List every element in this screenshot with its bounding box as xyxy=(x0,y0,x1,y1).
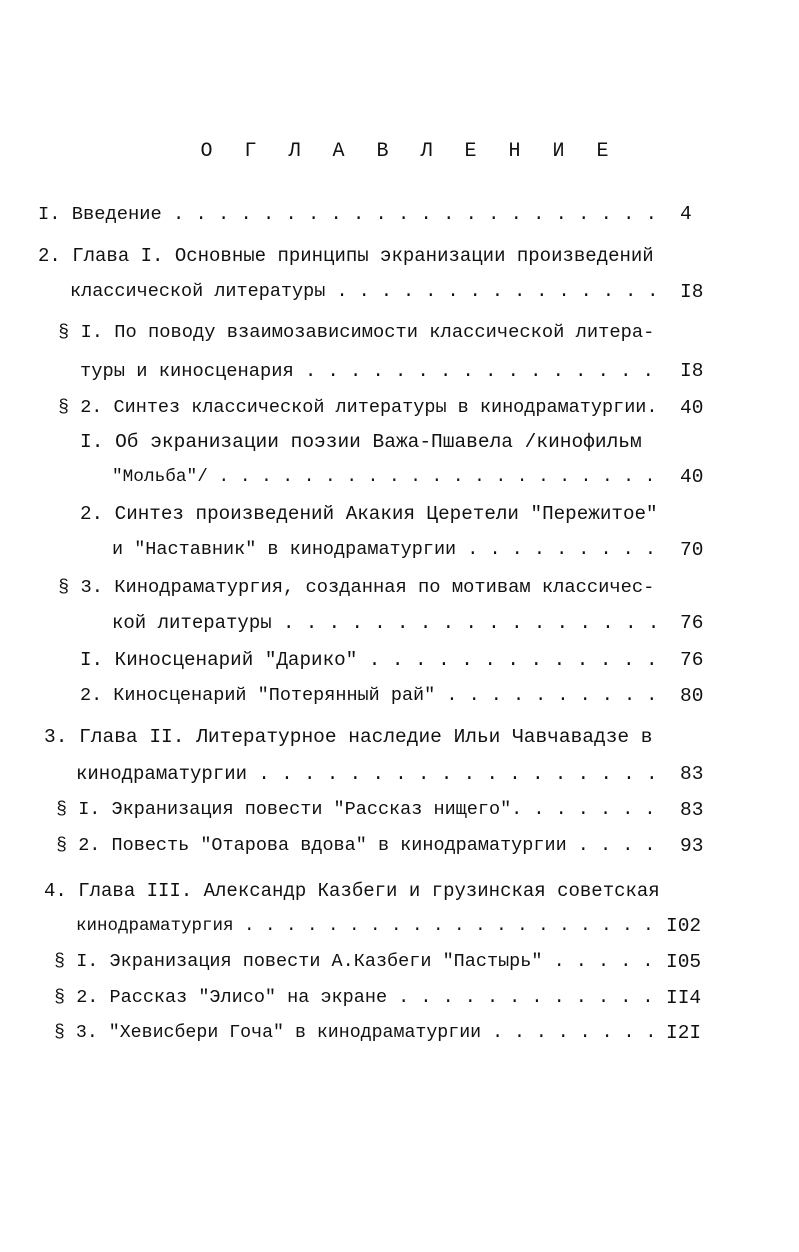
toc-page-number: II4 xyxy=(666,987,702,1009)
toc-entry-chapter-3-cont: кинодраматургия . . . . . . . . . . . . . . . . . . . . xyxy=(76,916,654,936)
toc-page-number: 93 xyxy=(680,835,704,857)
toc-entry-chapter-1: 2. Глава I. Основные принципы экранизации произведений xyxy=(38,245,654,267)
toc-entry-section-3-3: § 3. "Хевисбери Гоча" в кинодраматургии . . . . . . . . xyxy=(54,1023,657,1043)
toc-entry-section-1-1-cont: туры и киносценария . . . . . . . . . . . . . . . . xyxy=(80,360,654,382)
toc-entry-chapter-2: 3. Глава II. Литературное наследие Ильи Чавчавадзе в xyxy=(44,726,653,748)
toc-entry-subsection-1-3-2: 2. Киносценарий "Потерянный рай" . . . . . . . . . . xyxy=(80,685,658,706)
toc-page-number: 40 xyxy=(680,397,704,419)
toc-entry-subsection-1-2-1-cont: "Мольба"/ . . . . . . . . . . . . . . . . . . . . . xyxy=(112,467,656,487)
toc-entry-subsection-1-2-2: 2. Синтез произведений Акакия Церетели "Пережитое" xyxy=(80,503,658,525)
toc-page-number: 70 xyxy=(680,539,704,561)
toc-page-number: 40 xyxy=(680,466,704,488)
page-title: О Г Л А В Л Е Н И Е xyxy=(200,140,619,163)
toc-page-number: 83 xyxy=(680,799,704,821)
toc-entry-introduction: I. Введение . . . . . . . . . . . . . . . . . . . . . . xyxy=(38,203,657,225)
toc-entry-section-1-2: § 2. Синтез классической литературы в кинодраматургии. xyxy=(58,397,658,418)
toc-page-number: I8 xyxy=(680,360,704,382)
toc-page-number: 76 xyxy=(680,649,704,671)
toc-page-number: 80 xyxy=(680,685,704,707)
toc-entry-subsection-1-2-1: I. Об экранизации поэзии Важа-Пшавела /кинофильм xyxy=(80,431,642,453)
toc-page-number: 76 xyxy=(680,612,704,634)
toc-entry-subsection-1-3-1: I. Киносценарий "Дарико" . . . . . . . . . . . . . xyxy=(80,649,658,671)
toc-page-number: 4 xyxy=(680,203,692,225)
toc-entry-section-3-1: § I. Экранизация повести А.Казбеги "Пастырь" . . . . . xyxy=(54,951,654,972)
toc-page-number: I02 xyxy=(666,915,702,937)
toc-entry-section-1-3-cont: кой литературы . . . . . . . . . . . . . . . . . xyxy=(112,612,660,634)
toc-page-number: I8 xyxy=(680,281,704,303)
toc-entry-chapter-3: 4. Глава III. Александр Казбеги и грузинская советская xyxy=(44,880,660,902)
toc-entry-chapter-2-cont: кинодраматургии . . . . . . . . . . . . . . . . . . xyxy=(76,763,658,785)
toc-page-number: I05 xyxy=(666,951,702,973)
toc-entry-section-3-2: § 2. Рассказ "Элисо" на экране . . . . . . . . . . . . xyxy=(54,987,654,1008)
toc-entry-section-1-3: § 3. Кинодраматургия, созданная по мотивам классичес- xyxy=(58,576,655,598)
toc-entry-section-1-1: § I. По поводу взаимозависимости классической литера- xyxy=(58,321,655,343)
toc-entry-chapter-1-cont: классической литературы . . . . . . . . . . . . . . . xyxy=(70,281,659,302)
toc-entry-section-2-2: § 2. Повесть "Отарова вдова" в кинодраматургии . . . . xyxy=(56,835,656,856)
toc-page-number: 83 xyxy=(680,763,704,785)
toc-entry-section-2-1: § I. Экранизация повести "Рассказ нищего". . . . . . . xyxy=(56,799,656,820)
toc-entry-subsection-1-2-2-cont: и "Наставник" в кинодраматургии . . . . . . . . . xyxy=(112,539,656,560)
toc-page-number: I2I xyxy=(666,1022,702,1044)
